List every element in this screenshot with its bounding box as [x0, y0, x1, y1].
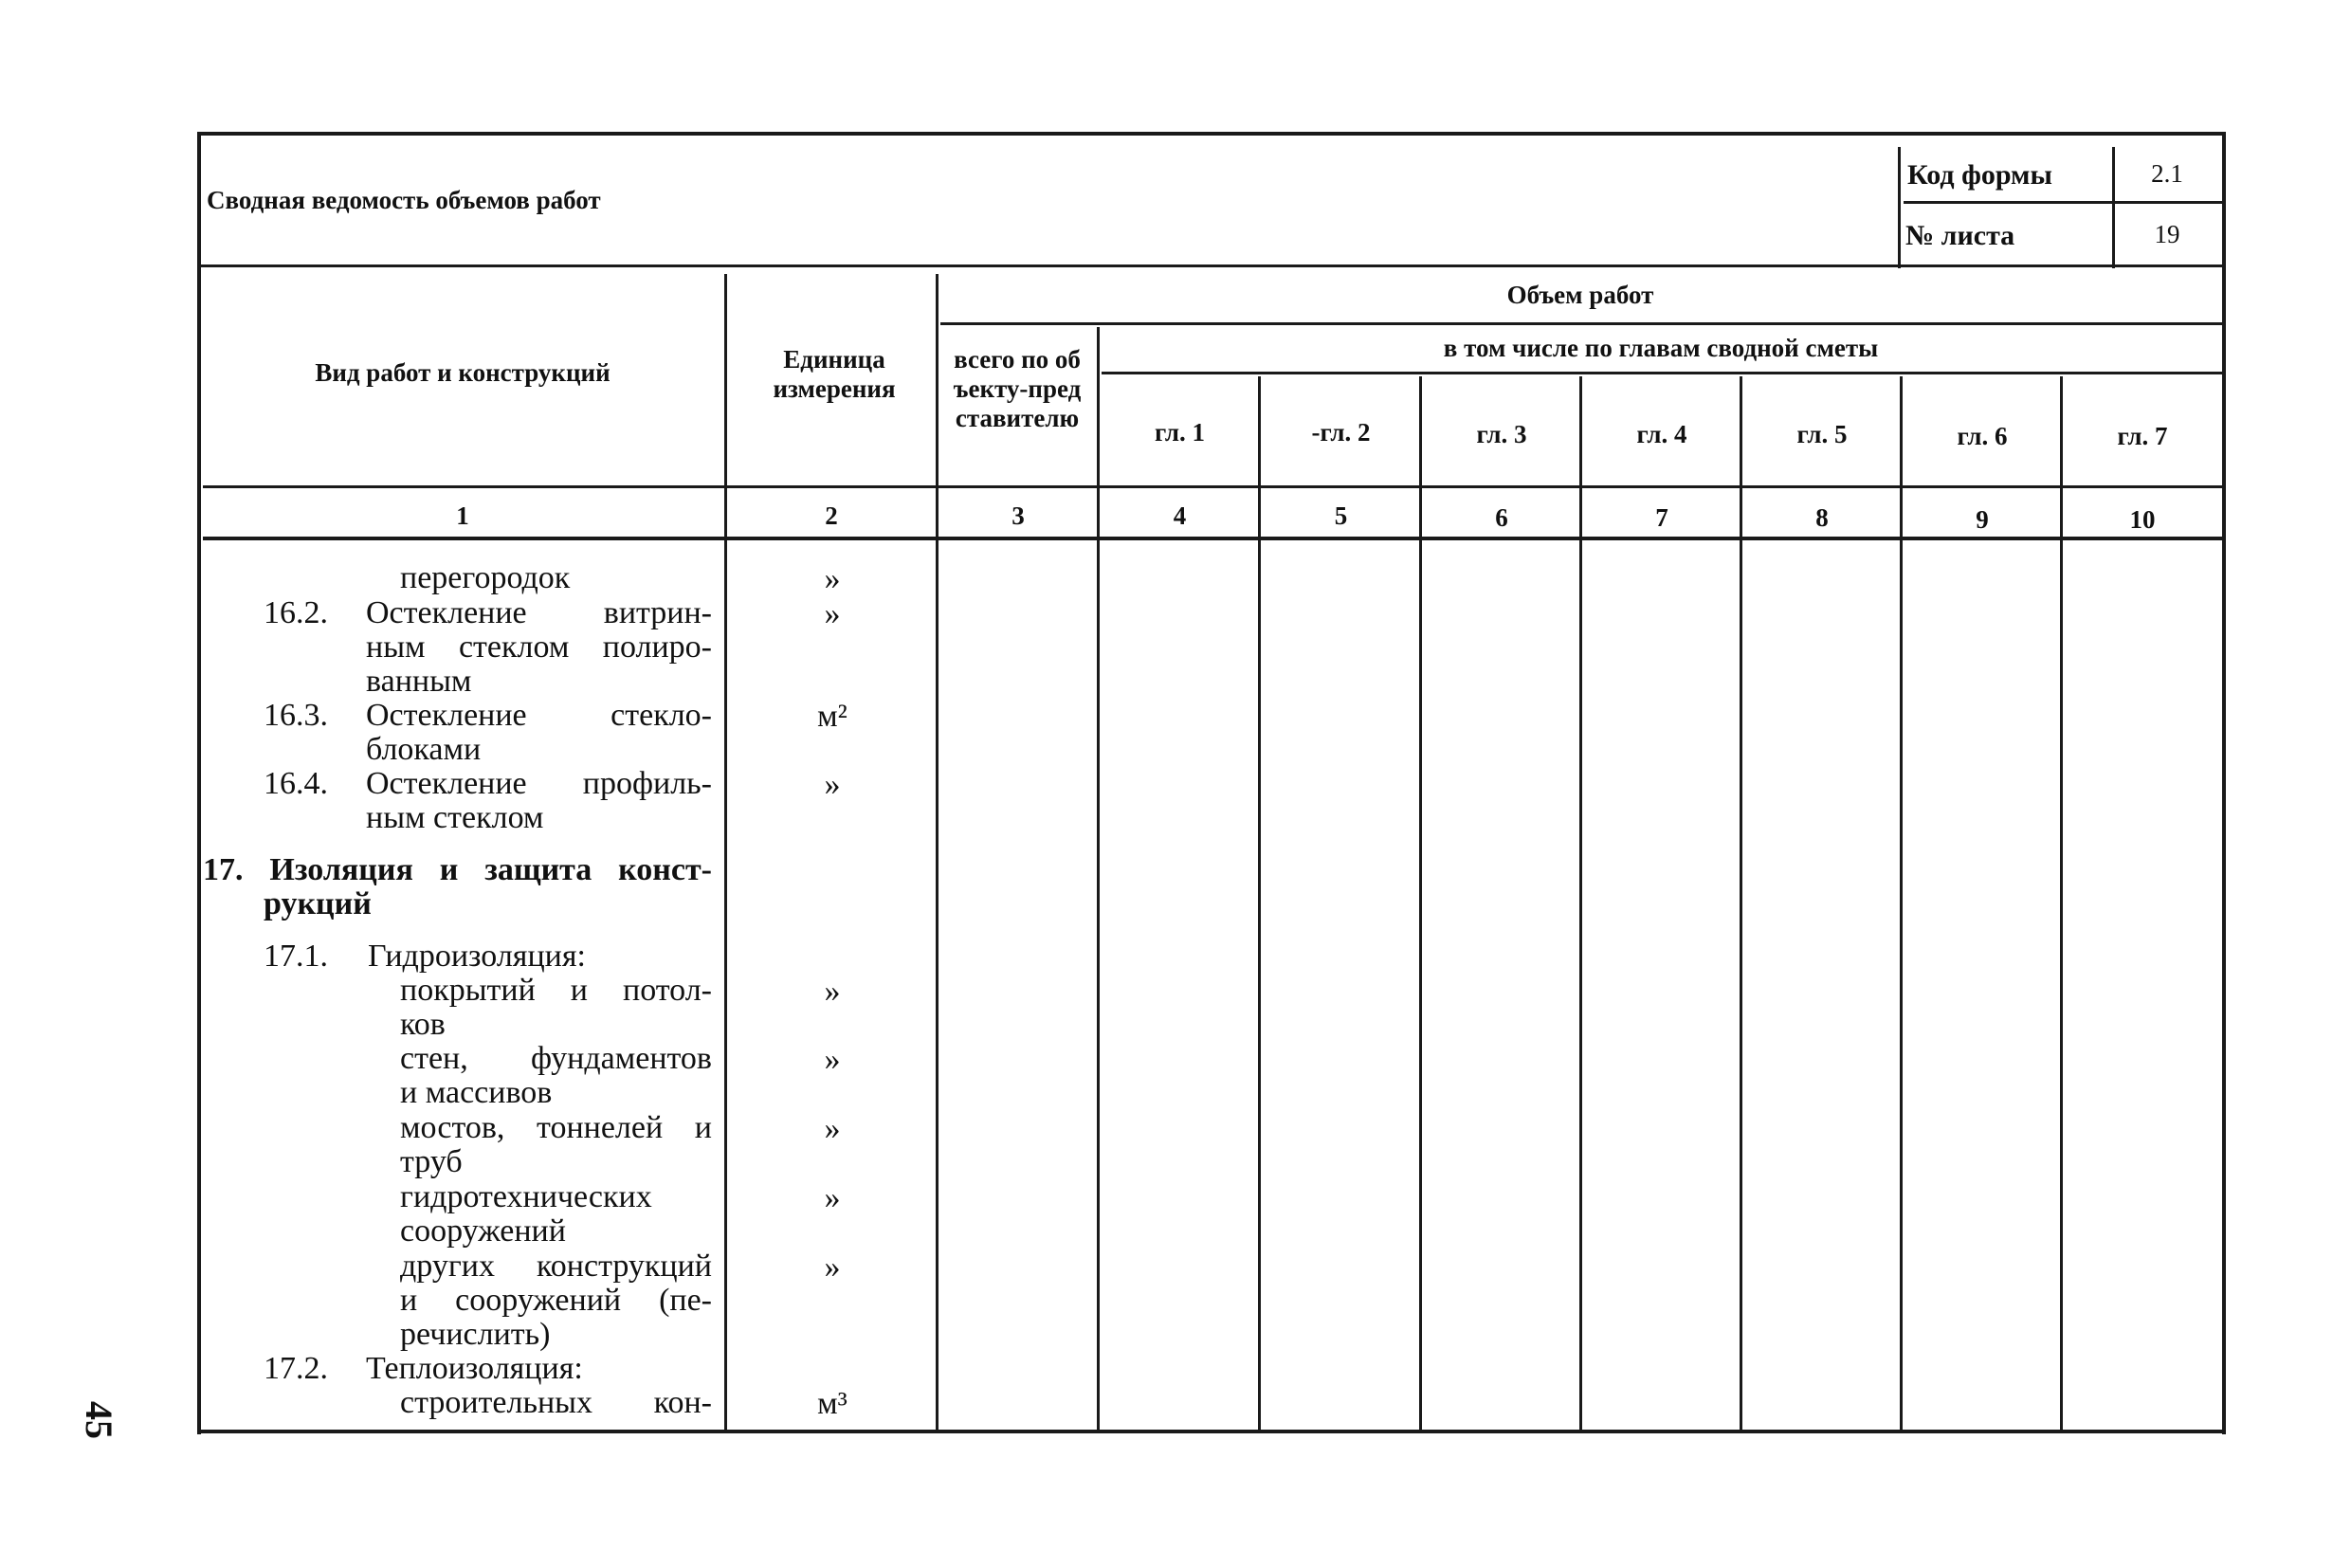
item-other-line-2: и сооружений (пе-: [400, 1283, 712, 1318]
top-border: [197, 132, 2226, 136]
col-divider-6: [1579, 376, 1582, 1431]
unit-partitions: »: [824, 561, 841, 596]
item-17-2-title: Теплоизоляция:: [366, 1351, 583, 1386]
col-divider-3: [1097, 327, 1100, 1431]
item-16-2-line-1: Остекление витрин-: [366, 595, 712, 630]
code-box-mid: [2112, 147, 2115, 268]
item-building-line-1: строительных кон-: [400, 1385, 712, 1420]
form-code-value: 2.1: [2151, 159, 2183, 188]
col-number-1: 1: [456, 501, 469, 530]
unit-16-4: »: [824, 767, 841, 802]
item-other-line-3: речислить): [400, 1317, 551, 1352]
item-roofs-line-2: ков: [400, 1007, 446, 1042]
col-divider-7: [1740, 376, 1742, 1431]
section-17-heading-line-1: 17. Изоляция и защита конст-: [203, 852, 712, 887]
col-number-10: 10: [2129, 505, 2156, 534]
col-divider-2: [936, 274, 939, 1431]
unit-16-3: м²: [817, 699, 847, 734]
header-work-type: Вид работ и конструкций: [315, 358, 611, 387]
item-16-2-line-3: ванным: [366, 664, 472, 699]
header-chapter-1: гл. 1: [1154, 418, 1206, 447]
col-number-9: 9: [1976, 505, 1989, 534]
page-number: 45: [78, 1401, 120, 1439]
col-divider-1: [724, 274, 727, 1431]
col-number-4: 4: [1173, 501, 1187, 530]
header-chapters-group: в том числе по главам сводной сметы: [1443, 334, 1879, 362]
left-border: [197, 132, 201, 1434]
col-number-5: 5: [1334, 501, 1348, 530]
item-other-line-1: других конструкций: [400, 1249, 712, 1284]
col-number-8: 8: [1815, 503, 1829, 532]
sheet-number-value: 19: [2154, 220, 2180, 248]
item-hydro-line-2: сооружений: [400, 1213, 566, 1249]
number-row-rule: [203, 537, 2222, 540]
header-chapter-2: -гл. 2: [1311, 418, 1371, 447]
item-roofs-line-1: покрытий и потол-: [400, 973, 712, 1008]
sheet-number-label: № листа: [1905, 220, 2015, 251]
code-box-left: [1898, 147, 1901, 268]
header-chapter-3: гл. 3: [1476, 420, 1527, 448]
unit-bridges: »: [824, 1111, 841, 1146]
unit-building: м³: [817, 1386, 847, 1421]
item-walls-line-1: стен, фундаментов: [400, 1041, 712, 1076]
unit-other: »: [824, 1249, 841, 1285]
item-16-2-line-2: ным стеклом полиро-: [366, 629, 712, 665]
header-chapter-5: гл. 5: [1796, 420, 1848, 448]
item-17-1-number: 17.1.: [264, 939, 328, 974]
col-number-2: 2: [825, 501, 838, 530]
item-16-4-line-2: ным стеклом: [366, 800, 544, 835]
header-chapter-6: гл. 6: [1957, 422, 2008, 450]
item-16-2-number: 16.2.: [264, 595, 328, 630]
unit-16-2: »: [824, 596, 841, 631]
item-16-3-line-1: Остекление стекло-: [366, 698, 712, 733]
header-total-per-object: всего по объекту-представителю: [953, 345, 1082, 432]
volume-divider: [940, 322, 2222, 325]
col-divider-4: [1258, 376, 1261, 1431]
col-divider-8: [1900, 376, 1903, 1431]
header-volume: Объем работ: [1506, 281, 1654, 309]
header-chapter-7: гл. 7: [2117, 422, 2168, 450]
col-divider-9: [2060, 376, 2063, 1431]
unit-hydro: »: [824, 1180, 841, 1215]
item-walls-line-2: и массивов: [400, 1075, 553, 1110]
bottom-border: [197, 1430, 2226, 1433]
col-number-3: 3: [1011, 501, 1025, 530]
header-chapter-4: гл. 4: [1636, 420, 1687, 448]
item-partitions-cont: перегородок: [400, 560, 571, 595]
right-border: [2222, 132, 2226, 1434]
form-title: Сводная ведомость объемов работ: [207, 186, 601, 214]
title-divider: [197, 264, 2226, 267]
col-divider-5: [1419, 376, 1422, 1431]
unit-walls: »: [824, 1042, 841, 1077]
header-unit: Единица измерения: [773, 345, 896, 403]
col-number-7: 7: [1655, 503, 1668, 532]
item-16-3-number: 16.3.: [264, 698, 328, 733]
item-16-4-number: 16.4.: [264, 766, 328, 801]
unit-roofs: »: [824, 974, 841, 1009]
item-16-4-line-1: Остекление профиль-: [366, 766, 712, 801]
code-box-row: [1904, 201, 2222, 204]
item-hydro-line-1: гидротехнических: [400, 1179, 652, 1214]
chapters-divider: [1102, 372, 2222, 374]
section-17-heading-line-2: рукций: [264, 886, 372, 921]
item-bridges-line-1: мостов, тоннелей и: [400, 1110, 712, 1145]
header-bottom-rule: [203, 485, 2222, 488]
item-16-3-line-2: блоками: [366, 732, 482, 767]
item-17-1-title: Гидроизоляция:: [368, 939, 586, 974]
col-number-6: 6: [1495, 503, 1508, 532]
item-17-2-number: 17.2.: [264, 1351, 328, 1386]
item-bridges-line-2: труб: [400, 1144, 463, 1179]
form-code-label: Код формы: [1907, 159, 2052, 191]
